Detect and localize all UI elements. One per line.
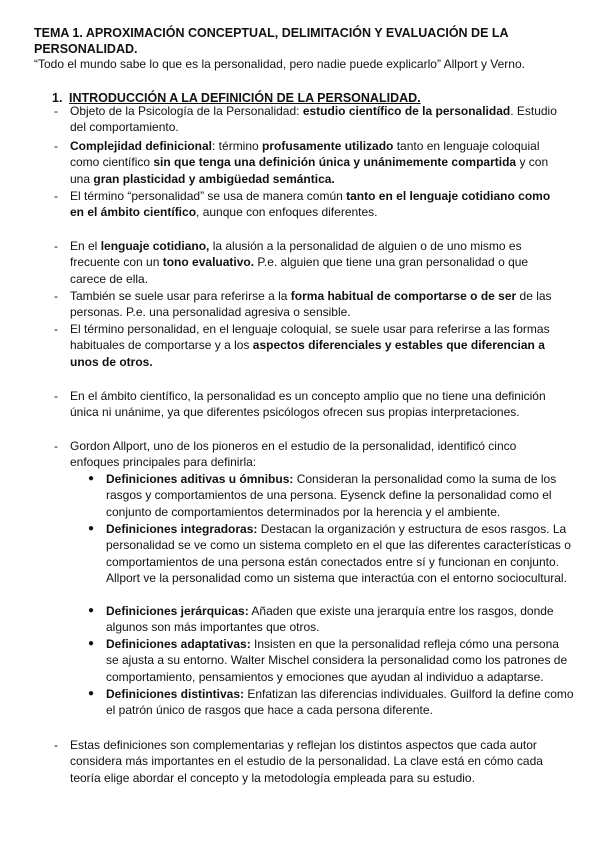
section-title: INTRODUCCIÓN A LA DEFINICIÓN DE LA PERSONALIDAD. [69,91,421,105]
item-bold: aspectos diferenciales y estables que diferencian a unos de otros. [70,338,545,369]
item-text: de las personas. P.e. una personalidad agresiva o sensible. [70,289,552,320]
bullet-item [34,521,574,587]
dash-marker: - [54,322,58,336]
item-text: En el ámbito científico, la personalidad es un concepto amplio que no tiene una definición única ni unánime, ya que diferentes psicólogos ofrecen sus propias interpretaciones. [70,389,546,420]
item-bold: forma habitual de comportarse o de ser [290,289,517,303]
list-item [34,737,564,786]
item-text: P.e. alguien que tiene una gran personalidad o que carece de ella. [70,255,529,286]
item-text: Estas definiciones son complementarias y reflejan los distintos aspectos que cada autor considera más importantes en el estudio de la personalidad. La clave está en cómo cada teoría elige abordar el concepto y la metodología empleada para su estudio. [70,738,543,785]
bullet-dot-icon: ● [88,638,95,649]
list-item [34,188,564,221]
list-item [34,238,564,287]
item-text: . Estudio del comportamiento. [70,104,557,135]
bullet-text: Insisten en que la personalidad refleja cómo una persona se ajusta a su entorno. Walter Mischel considera la personalidad como los patrones de comportamiento, pensamientos y emociones que ayudan al individuo a adaptarse. [106,637,568,684]
bullet-bold: Definiciones distintivas: [106,687,245,701]
bullet-bold: Definiciones jerárquicas: [106,604,249,618]
list-item [34,103,564,136]
bullet-dot-icon: ● [88,523,95,534]
item-text: Objeto de la Psicología de la Personalidad: [70,104,303,118]
bullet-item [34,603,574,636]
item-text: tanto en lenguaje coloquial como científico [70,139,540,170]
item-text: El término “personalidad” se usa de manera común [70,189,347,203]
list-item [34,321,564,370]
item-bold: sin que tenga una definición única y unánimemente compartida [153,155,517,170]
list-item [34,138,564,187]
bullet-dot-icon: ● [88,473,95,484]
bullet-dot-icon: ● [88,605,95,616]
list-item [34,388,564,421]
item-bold: profusamente utilizado [262,139,394,153]
dash-marker: - [54,239,58,253]
dash-marker: - [54,289,58,303]
item-bold: tono evaluativo. [162,255,255,270]
item-text: También se suele usar para referirse a la [70,289,291,303]
item-bold: estudio científico de la personalidad [302,104,511,118]
section-number: 1. [52,91,63,105]
dash-marker: - [54,389,58,403]
bullet-bold: Definiciones adaptativas: [106,637,251,651]
bullet-item [34,636,574,685]
item-text: : término [212,139,263,153]
bullet-bold: Definiciones integradoras: [106,522,258,536]
item-text: El término personalidad, en el lenguaje coloquial, se suele usar para referirse a las formas habituales de comportarse y a los [70,322,550,353]
bullet-item [34,686,574,719]
item-text: Gordon Allport, uno de los pioneros en el estudio de la personalidad, identificó cinco enfoques principales para definirla: [70,439,517,470]
item-bold: gran plasticidad y ambigüedad semántica. [93,171,335,186]
bullet-text: Destacan la organización y estructura de esos rasgos. La personalidad se ve como un sistema completo en el que las diferentes características o comportamientos de una persona están conectados entre sí y funcionan en conjunto. Allport ve la personalidad como un sistema que interactúa con el entorno sociocultural. [106,522,571,586]
item-bold: Complejidad definicional [70,139,213,153]
bullet-item [34,471,574,520]
list-item [34,438,564,471]
dash-marker: - [54,104,58,118]
bullet-text: Enfatizan las diferencias individuales. Guilford la define como el patrón único de rasgos que hace a cada persona diferente. [106,687,574,718]
item-text: , aunque con enfoques diferentes. [196,205,378,220]
bullet-text: Consideran la personalidad como la suma de los rasgos y comportamientos de una persona. Eysenck define la personalidad como el conjunto de comportamientos determinados por la herencia y el ambiente. [106,472,557,519]
item-text: la alusión a la personalidad de alguien o de uno mismo es frecuente con un [70,239,522,270]
dash-marker: - [54,139,58,153]
dash-marker: - [54,439,58,453]
item-text: En el [70,239,101,253]
bullet-dot-icon: ● [88,688,95,699]
epigraph-quote: “Todo el mundo sabe lo que es la personalidad, pero nadie puede explicarlo” Allport y Verno. [34,57,525,71]
item-bold: tanto en el lenguaje cotidiano como en el ámbito científico [70,189,551,220]
dash-marker: - [54,738,58,752]
bullet-bold: Definiciones aditivas u ómnibus: [106,472,294,486]
item-text: y con una [70,155,549,186]
list-item [34,288,564,321]
dash-marker: - [54,189,58,203]
item-bold: lenguaje cotidiano, [100,239,210,253]
bullet-text: Añaden que existe una jerarquía entre los rasgos, donde algunos son más importantes que otros. [106,604,554,635]
document-title: TEMA 1. APROXIMACIÓN CONCEPTUAL, DELIMITACIÓN Y EVALUACIÓN DE LA PERSONALIDAD. [34,26,509,56]
